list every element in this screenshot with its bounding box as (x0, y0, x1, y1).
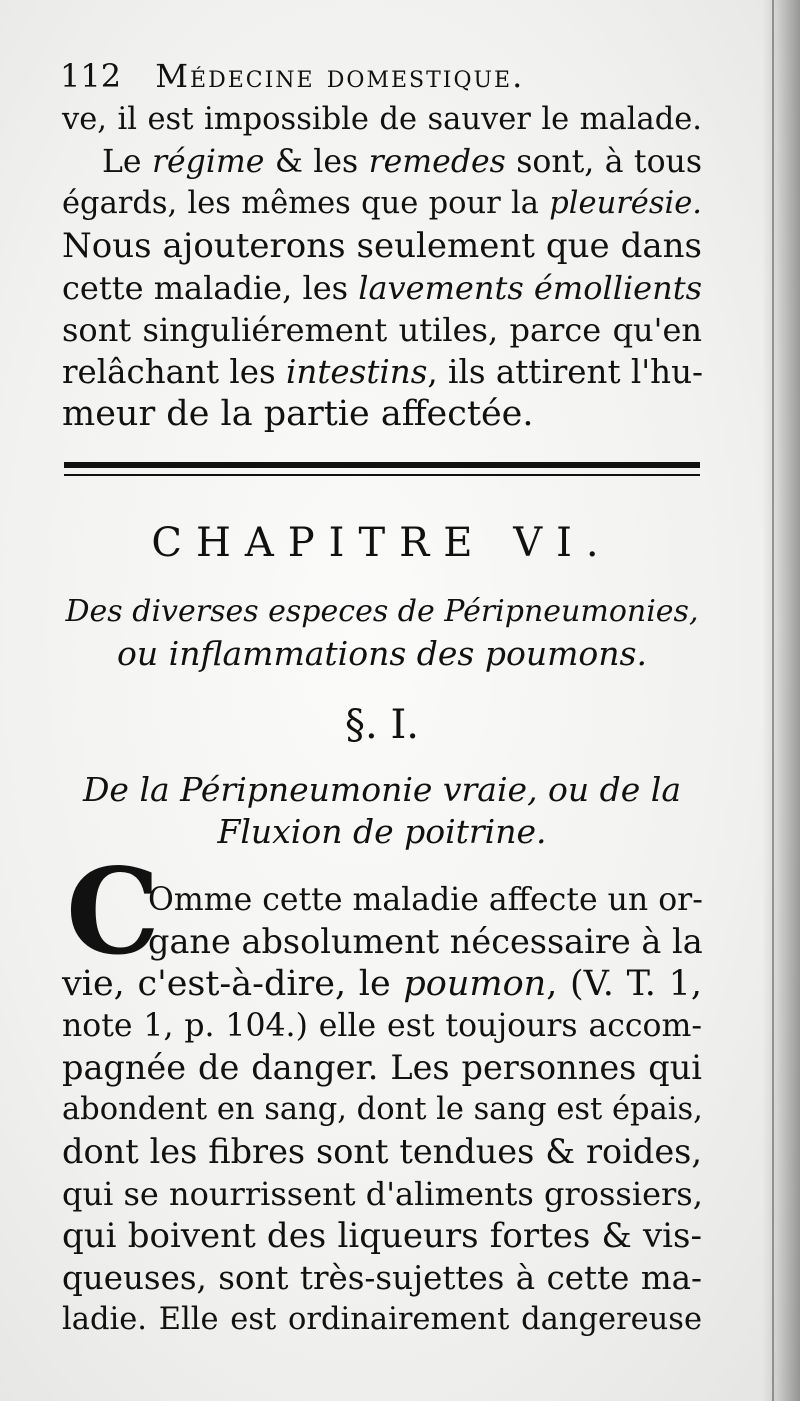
intro-line-3: égards, les mêmes que pour la pleurésie. (62, 186, 702, 221)
body-line-2: gane absolument nécessaire à la (148, 922, 703, 961)
chapter-heading: CHAPITRE VI. (151, 520, 613, 566)
body-line-11: ladie. Elle est ordinairement dangereuse (62, 1302, 702, 1337)
chapter-subtitle-1: Des diverses especes de Péripneumonies, (65, 594, 699, 629)
section-title-2: Fluxion de poitrine. (217, 812, 547, 851)
intro-line-8: meur de la partie affectée. (62, 394, 534, 434)
intro-line-6: sont singuliérement utiles, parce qu'en (62, 311, 702, 349)
page-number: 112 (60, 57, 122, 95)
chapter-rule-thin (64, 474, 700, 476)
body-line-8: qui se nourrissent d'aliments grossiers, (62, 1175, 703, 1213)
body-line-3: vie, c'est-à-dire, le poumon, (V. T. 1, (62, 964, 702, 1004)
chapter-rule-thick (64, 462, 700, 468)
intro-line-4: Nous ajouterons seulement que dans (62, 226, 702, 266)
page-edge-shadow (762, 0, 800, 1401)
chapter-subtitle-2: ou inflammations des poumons. (117, 634, 647, 673)
section-title-1: De la Péripneumonie vraie, ou de la (82, 770, 682, 809)
intro-line-2: Le régime & les remedes sont, à tous (102, 144, 702, 180)
body-line-9: qui boivent des liqueurs fortes & vis- (62, 1216, 702, 1256)
body-line-5: pagnée de danger. Les personnes qui (62, 1048, 702, 1087)
body-line-7: dont les fibres sont tendues & roides, (62, 1132, 702, 1171)
running-title: Médecine domestique. (155, 57, 525, 95)
body-line-1: Omme cette maladie affecte un or- (148, 882, 703, 918)
intro-line-1: ve, il est impossible de sauver le malade. (62, 102, 702, 137)
body-line-4: note 1, p. 104.) elle est toujours accom- (62, 1008, 702, 1044)
intro-line-7: relâchant les intestins, ils attirent l'hu- (62, 353, 704, 391)
body-line-10: queuses, sont très-sujettes à cette ma- (62, 1259, 702, 1297)
section-heading: §. I. (345, 702, 419, 748)
body-line-6: abondent en sang, dont le sang est épais, (62, 1092, 703, 1127)
page-edge-line (772, 0, 774, 1401)
drop-cap: C (66, 842, 160, 981)
intro-line-5: cette maladie, les lavements émollients (62, 269, 702, 307)
running-header (60, 58, 580, 94)
